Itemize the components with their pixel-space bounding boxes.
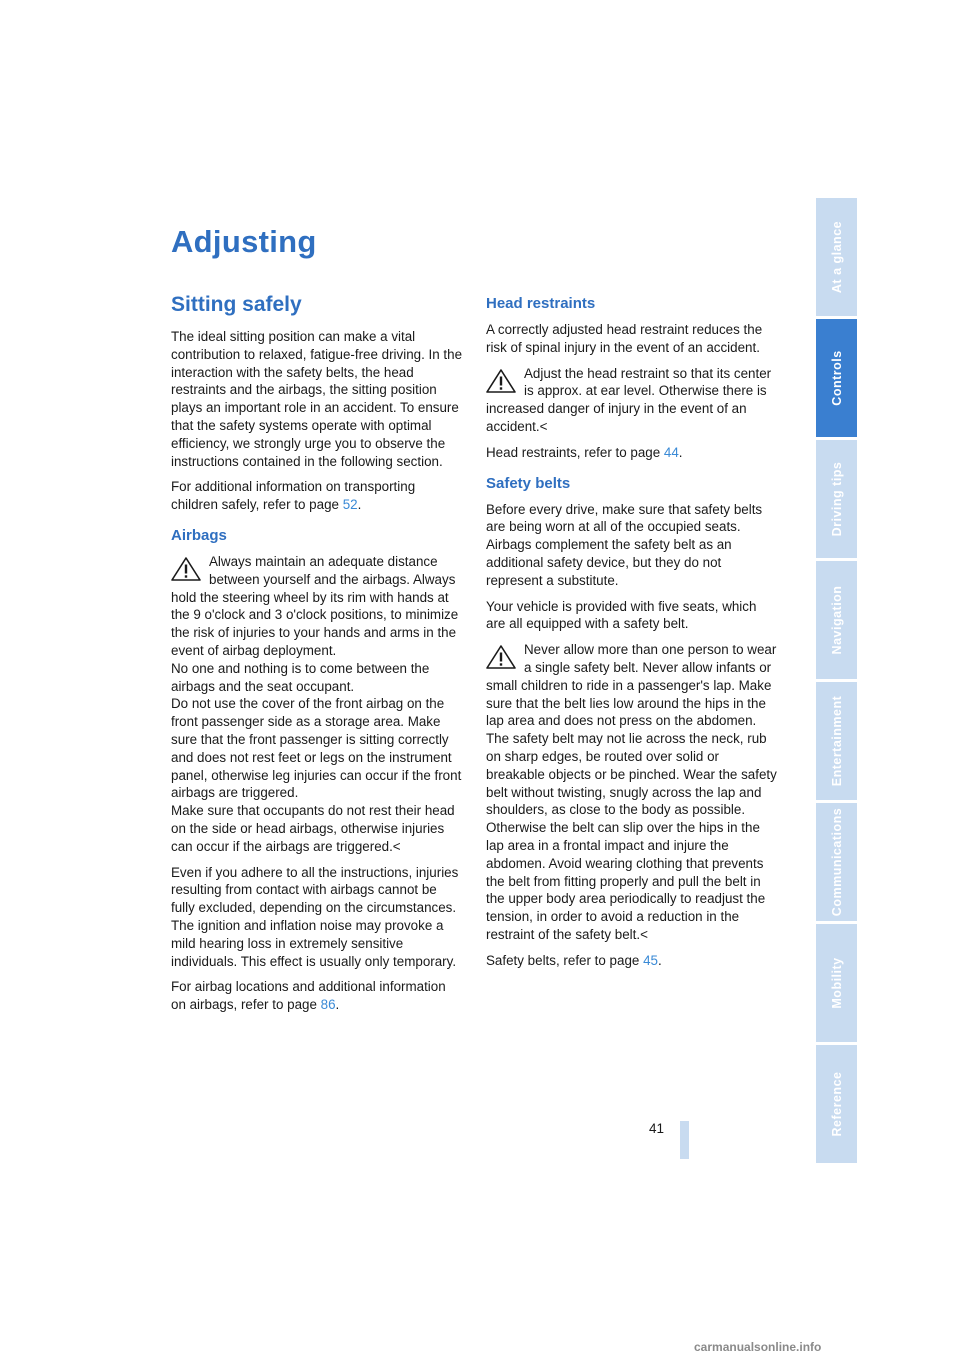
watermark: carmanualsonline.info <box>694 1340 822 1354</box>
tab-controls[interactable] <box>816 319 857 437</box>
section-heading-sitting-safely: Sitting safely <box>171 293 302 316</box>
tab-label: Navigation <box>829 585 844 655</box>
safety-belts-reference-text: Safety belts, refer to page <box>486 952 644 968</box>
children-reference-text: For additional information on transporting children safely, refer to page <box>171 479 416 513</box>
warning-triangle-icon <box>486 369 516 393</box>
airbag-locations-text: For airbag locations and additional information on airbags, refer to page <box>171 979 446 1013</box>
head-restraints-reference-text: Head restraints, refer to page <box>486 444 664 460</box>
tab-driving-tips[interactable] <box>816 440 857 558</box>
safety-belts-seats: Your vehicle is provided with five seats, which are all equipped with a safety belt. <box>486 598 757 632</box>
page-number: 41 <box>648 1121 664 1136</box>
airbags-warning-text-2: No one and nothing is to come between the airbags and the seat occupant. <box>171 660 430 694</box>
subheading-safety-belts: Safety belts <box>486 474 571 492</box>
tab-label: At a glance <box>829 220 844 294</box>
tab-reference[interactable] <box>816 1045 857 1163</box>
children-reference <box>171 478 463 514</box>
tab-label: Communications <box>829 807 844 917</box>
airbags-warning-text-3: Do not use the cover of the front airbag on the front passenger side as a storage area. Make sure that the front passenger is sitting correctly and does not rest feet or legs on the instrument panel, otherwise leg injuries can occur if the front airbags are triggered. <box>171 696 462 801</box>
tab-label: Driving tips <box>829 461 844 537</box>
tab-entertainment[interactable] <box>816 682 857 800</box>
subheading-airbags: Airbags <box>171 526 227 544</box>
tab-label: Controls <box>829 350 844 406</box>
airbags-warning-text-1: Always maintain an adequate distance between yourself and the airbags. Always hold the steering wheel by its rim with hands at the 9 o'clock and 3 o'clock positions, to minimize the risk of injuries to your hands and arms in the event of airbag deployment. <box>171 553 459 658</box>
children-reference-end: . <box>357 497 362 513</box>
sitting-intro: The ideal sitting position can make a vital contribution to relaxed, fatigue-free driving. In the interaction with the safety belts, the head restraints and the airbags, the sitting position plays an important role in an accident. To ensure that the safety systems operate with optimal efficiency, we strongly urge you to observe the instructions contained in the following section. <box>171 329 463 469</box>
page-title: Adjusting <box>171 224 317 259</box>
subheading-head-restraints: Head restraints <box>486 295 596 312</box>
tab-at-a-glance[interactable] <box>816 198 857 316</box>
page-link-52[interactable]: 52 <box>342 497 358 513</box>
airbag-locations-reference <box>171 978 463 1014</box>
tab-label: Entertainment <box>829 695 844 787</box>
safety-belts-warning-text: Never allow more than one person to wear a single safety belt. Never allow infants or small children to ride in a passenger's lap. Make sure that the belt lies low around the hips in the lap area and does not press on the abdomen. The safety belt may not lie across the neck, rub on sharp edges, be routed over solid or breakable objects or be pinched. Wear the safety belt without twisting, snugly across the lap and shoulders, as close to the body as possible. Otherwise the belt can slip over the hips in the lap area in a frontal impact and injure the abdomen. Avoid wearing clothing that prevents the belt from fitting properly and pull the belt in the upper body area periodically to readjust the tension, in order to avoid a reduction in the restraint of the safety belt.< <box>486 642 777 942</box>
head-restraints-warning <box>486 365 778 436</box>
tab-communications[interactable] <box>816 803 857 921</box>
head-restraints-reference-end: . <box>678 444 683 460</box>
airbags-adhere-text: Even if you adhere to all the instructions, injuries resulting from contact with airbags cannot be fully excluded, depending on the circumstances. The ignition and inflation noise may provoke a mild hearing loss in extremely sensitive individuals. This effect is usually only temporary. <box>171 864 459 969</box>
safety-belts-intro: Before every drive, make sure that safety belts are being worn at all of the occupied seats. Airbags complement the safety belt as an additional safety device, but they do not represent a substitute. <box>486 501 763 588</box>
head-restraints-warning-text: Adjust the head restraint so that its center is approx. at ear level. Otherwise there is increased danger of injury in the event of an accident.< <box>486 365 772 434</box>
airbags-warning-text-4: Make sure that occupants do not rest their head on the side or head airbags, otherwise injuries can occur if the airbags are triggered.< <box>171 803 455 854</box>
page-number-bar <box>680 1121 689 1159</box>
safety-belts-reference-end: . <box>657 952 662 968</box>
airbag-locations-end: . <box>335 997 340 1013</box>
page-link-45[interactable]: 45 <box>643 952 658 968</box>
page-link-86[interactable]: 86 <box>320 997 336 1013</box>
safety-belts-reference <box>486 952 778 970</box>
head-restraints-intro: A correctly adjusted head restraint reduces the risk of spinal injury in the event of an accident. <box>486 322 763 355</box>
tab-label: Reference <box>829 1071 844 1137</box>
head-restraints-reference <box>486 444 778 462</box>
left-column <box>171 292 463 1022</box>
page-link-44[interactable]: 44 <box>663 444 679 460</box>
tab-label: Mobility <box>829 957 844 1009</box>
warning-triangle-icon <box>486 645 516 669</box>
tab-mobility[interactable] <box>816 924 857 1042</box>
tab-navigation[interactable] <box>816 561 857 679</box>
warning-triangle-icon <box>171 557 201 581</box>
chapter-tabs <box>816 198 857 1166</box>
right-column <box>486 294 778 978</box>
airbags-warning <box>171 553 463 856</box>
safety-belts-warning <box>486 641 778 944</box>
